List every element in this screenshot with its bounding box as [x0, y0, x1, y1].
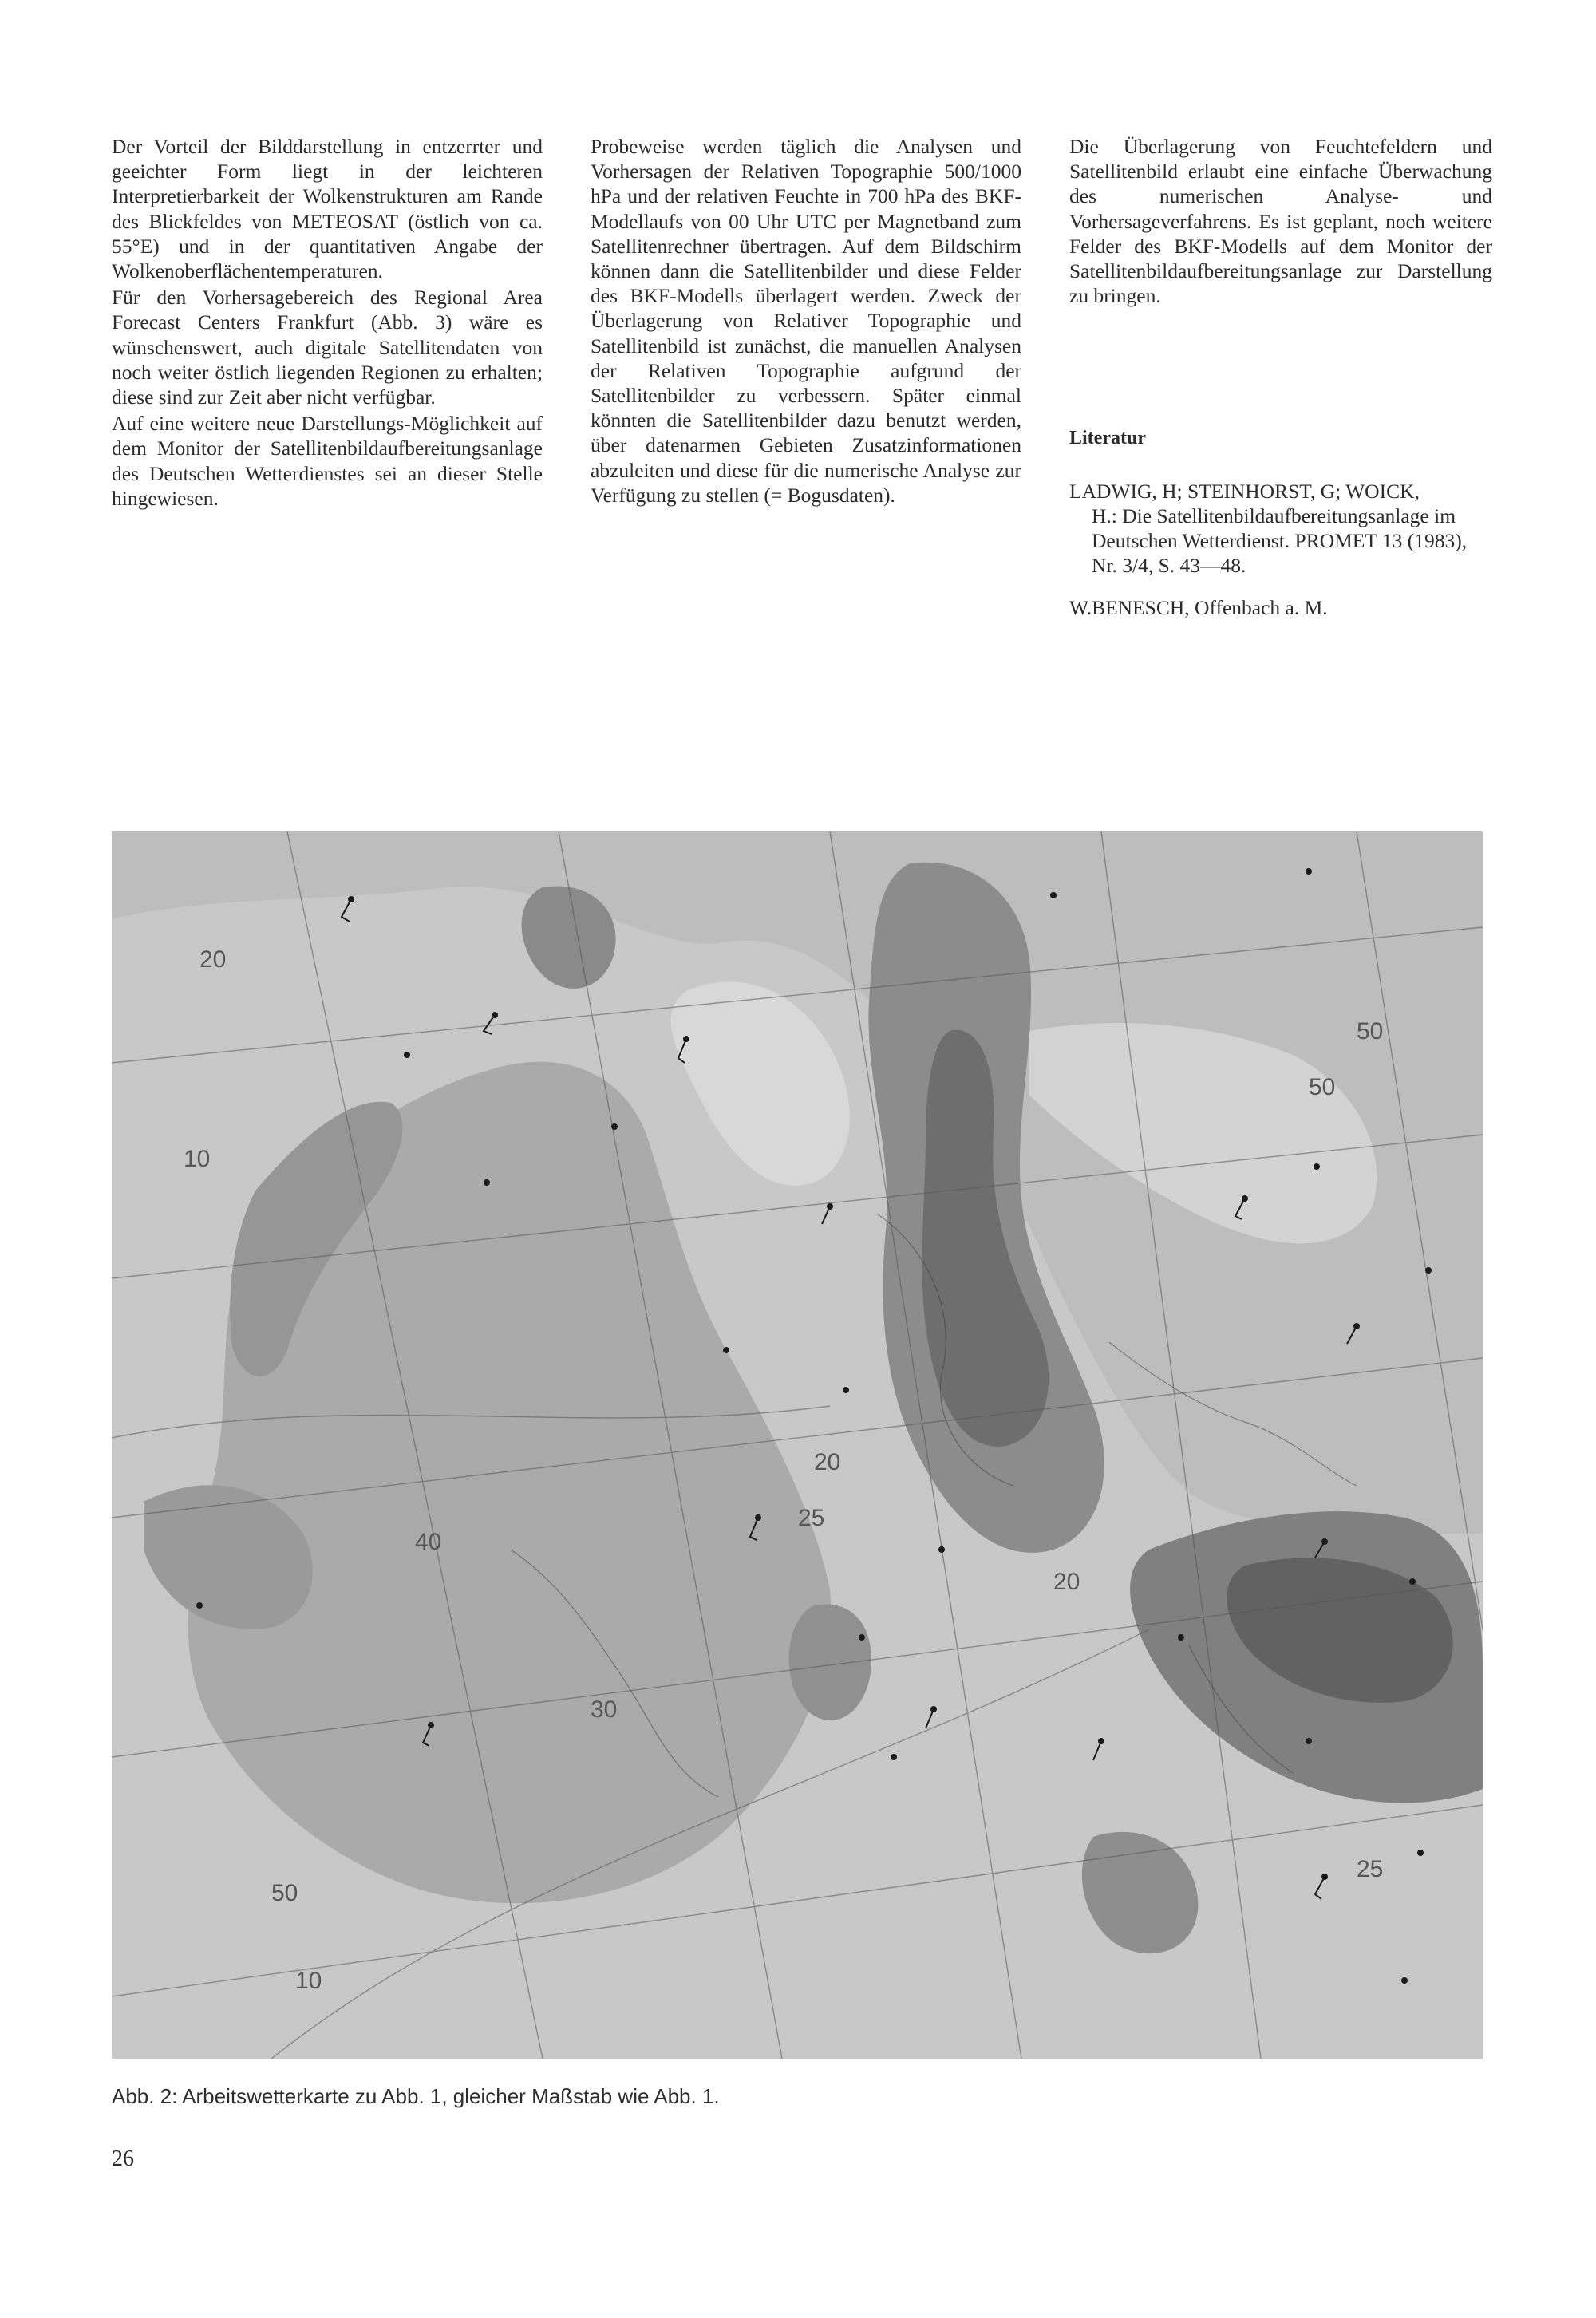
isoline-label: 30 — [591, 1696, 618, 1723]
reference-details: H.: Die Satellitenbildaufbereitungsanlage im Deutschen Wetterdienst. PROMET 13 (1983), Nr. 3/4, S. 43—48. — [1092, 503, 1468, 578]
literature-heading: Literatur — [1069, 428, 1146, 449]
isoline-label: 50 — [1309, 1074, 1336, 1100]
article-author: W.BENESCH, Offenbach a. M. — [1069, 596, 1328, 620]
isoline-label: 25 — [798, 1505, 825, 1531]
isoline-label: 10 — [184, 1146, 211, 1172]
reference-entry — [1069, 479, 1492, 579]
cloud-band-dark — [789, 1604, 871, 1720]
figure-caption: Abb. 2: Arbeitswetterkarte zu Abb. 1, gleicher Maßstab wie Abb. 1. — [112, 2084, 720, 2108]
paragraph: Probeweise werden täglich die Analysen und Vorhersagen der Relativen Topographie 500/1000 hPa und der relativen Feuchte in 700 hPa des BKF-Modellaufs von 00 Uhr UTC per Magnetband zum Satellitenrechner übertragen. Auf dem Bildschirm können dann die Satellitenbilder und diese Felder des BKF-Modells überlagert werden. Zweck der Überlagerung von Relativer Topographie und Satellitenbild ist zunächst, die manuellen Analysen der Relativen Topographie aufgrund der Satellitenbilder zu verbessern. Später einmal könnten die Satellitenbilder dazu benutzt werden, über datenarmen Gebieten Zusatzinformationen abzuleiten und diese für die numerische Analyse zur Verfügung zu stellen (= Bogusdaten). — [591, 135, 1021, 507]
paragraph: Die Überlagerung von Feuchtefeldern und Satellitenbild erlaubt eine einfache Überwachung des numerischen Analyse- und Vorhersageverfahrens. Es ist geplant, noch weitere Felder des BKF-Modells auf dem Monitor der Satellitenbildaufbereitungsanlage zur Darstellung zu bringen. — [1069, 135, 1492, 308]
isoline-label: 10 — [295, 1968, 322, 1994]
isoline-label: 20 — [814, 1449, 841, 1475]
isoline-label: 20 — [200, 946, 227, 973]
isoline-label: 50 — [1357, 1018, 1384, 1044]
weather-map-figure — [112, 831, 1483, 2059]
isoline-label: 40 — [415, 1529, 442, 1555]
paragraph: Auf eine weitere neue Darstellungs-Möglichkeit auf dem Monitor der Satellitenbildaufbereitungsanlage des Deutschen Wetterdienstes sei an dieser Stelle hingewiesen. — [112, 412, 543, 510]
weather-map-image — [112, 831, 1483, 2059]
text-column-3 — [1069, 134, 1492, 621]
page-number: 26 — [112, 2146, 134, 2171]
isoline-label: 20 — [1053, 1569, 1080, 1595]
paragraph: Für den Vorhersagebereich des Regional Area Forecast Centers Frankfurt (Abb. 3) wäre es wünschenswert, auch digitale Satellitendaten von noch weiter östlich liegenden Regionen zu erhalten; diese sind zur Zeit aber nicht verfügbar. — [112, 286, 543, 409]
text-column-2 — [591, 134, 1021, 509]
isoline-label: 50 — [271, 1880, 298, 1906]
paragraph: Der Vorteil der Bilddarstellung in entzerrter und geeichter Form liegt in der leichteren Interpretierbarkeit der Wolkenstrukturen am Rande des Blickfeldes von METEOSAT (östlich von ca. 55°E) und in der quantitativen Angabe der Wolkenoberflächentemperaturen. — [112, 135, 543, 283]
text-column-1 — [112, 134, 543, 512]
reference-authors: LADWIG, H; STEINHORST, G; WOICK, — [1069, 479, 1420, 503]
isoline-label: 25 — [1357, 1856, 1384, 1882]
